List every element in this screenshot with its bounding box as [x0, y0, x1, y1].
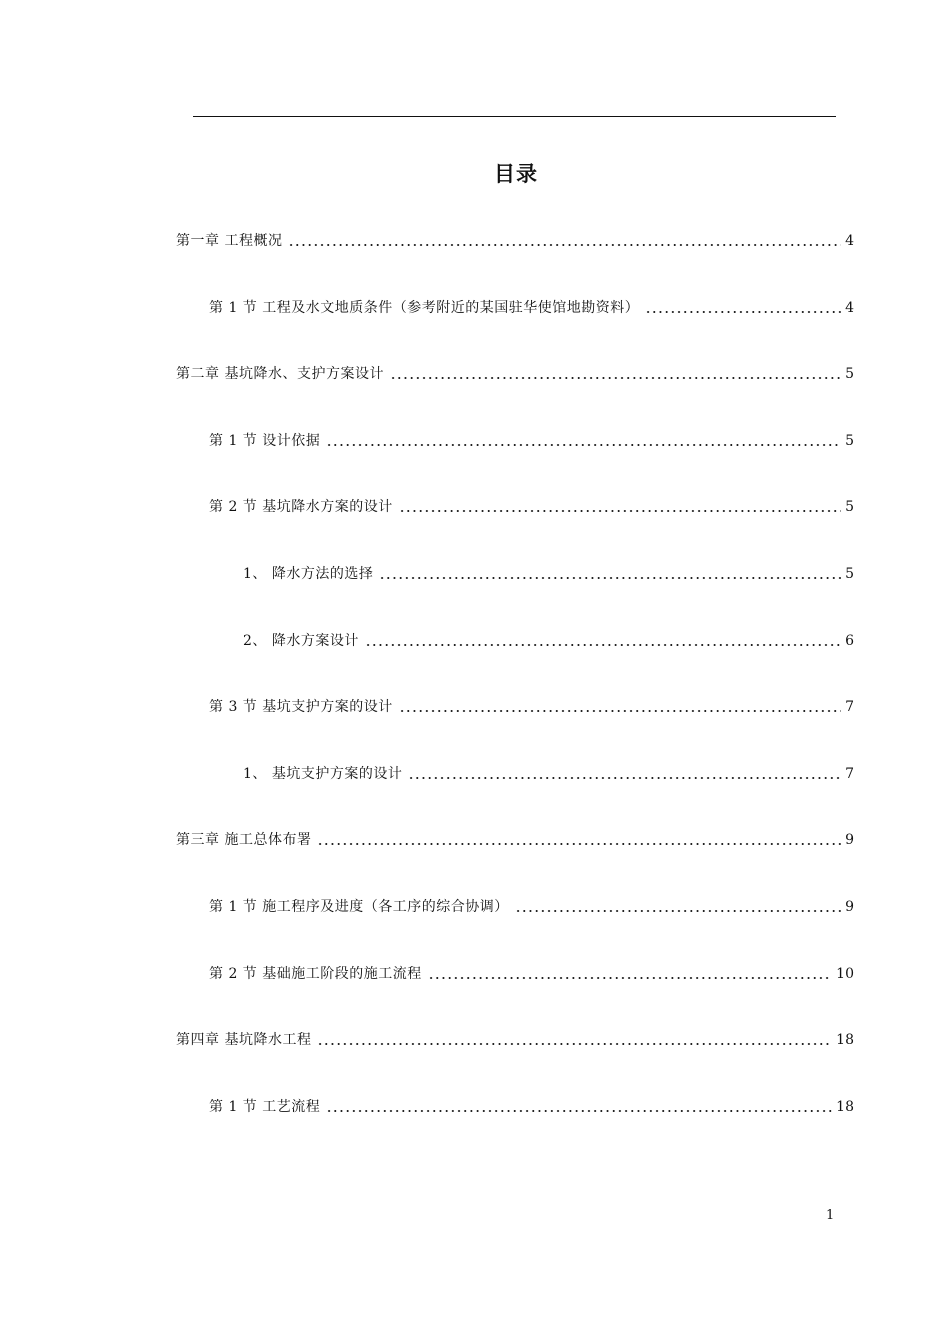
toc-entry-label: 第二章 基坑降水、支护方案设计: [176, 366, 384, 382]
dot-leader: [428, 965, 832, 983]
toc-title: 目录: [494, 162, 538, 186]
dot-leader: [379, 565, 841, 583]
toc-entry[interactable]: [243, 761, 854, 783]
dot-leader: [317, 1031, 832, 1049]
toc-entry-page: 7: [845, 699, 854, 715]
dot-leader: [365, 632, 841, 650]
dot-leader: [515, 898, 841, 916]
toc-entry-page: 4: [845, 300, 854, 316]
toc-entry-page: 5: [845, 433, 854, 449]
dot-leader: [326, 1098, 832, 1116]
toc-entry-page: 5: [845, 566, 854, 582]
toc-entry[interactable]: [243, 628, 854, 650]
toc-entry-label: 第 2 节 基础施工阶段的施工流程: [209, 966, 422, 982]
toc-entry-label: 第 1 节 工程及水文地质条件（参考附近的某国驻华使馆地勘资料）: [209, 300, 640, 316]
toc-entry[interactable]: [243, 561, 854, 583]
toc-entry-label: 2、 降水方案设计: [243, 633, 359, 649]
dot-leader: [390, 365, 841, 383]
toc-entry-label: 第 1 节 设计依据: [209, 433, 321, 449]
dot-leader: [645, 299, 841, 317]
toc-entry-label: 1、 降水方法的选择: [243, 566, 374, 582]
page-number: 1: [826, 1208, 835, 1223]
toc-entry[interactable]: [209, 894, 854, 916]
toc-entry-label: 1、 基坑支护方案的设计: [243, 766, 403, 782]
dot-leader: [399, 498, 841, 516]
toc-entry-label: 第 1 节 工艺流程: [209, 1099, 321, 1115]
toc-entry-page: 7: [845, 766, 854, 782]
toc-entry-label: 第四章 基坑降水工程: [176, 1032, 312, 1048]
toc-entry[interactable]: [209, 961, 854, 983]
toc-entry-page: 6: [845, 633, 854, 649]
toc-entry[interactable]: [209, 1094, 854, 1116]
toc-entry[interactable]: [176, 827, 854, 849]
toc-entry-label: 第 2 节 基坑降水方案的设计: [209, 499, 393, 515]
toc-entry-page: 10: [836, 966, 854, 982]
dot-leader: [317, 831, 841, 849]
toc-entry-page: 18: [836, 1099, 854, 1115]
toc-entry-page: 4: [845, 233, 854, 249]
toc-entry[interactable]: [209, 694, 854, 716]
toc-entry-page: 9: [845, 832, 854, 848]
toc-entry-label: 第三章 施工总体布署: [176, 832, 312, 848]
toc-entry[interactable]: [176, 228, 854, 250]
header-rule: [193, 116, 836, 117]
toc-entry-page: 9: [845, 899, 854, 915]
toc-entry[interactable]: [209, 494, 854, 516]
toc-entry-page: 5: [845, 366, 854, 382]
dot-leader: [399, 698, 841, 716]
toc-entry[interactable]: [209, 295, 854, 317]
dot-leader: [288, 232, 841, 250]
toc-entry-page: 5: [845, 499, 854, 515]
dot-leader: [408, 765, 841, 783]
toc-entry[interactable]: [176, 361, 854, 383]
toc-entry[interactable]: [209, 428, 854, 450]
toc-entry-label: 第 3 节 基坑支护方案的设计: [209, 699, 393, 715]
toc-entry-page: 18: [836, 1032, 854, 1048]
toc-entry-label: 第 1 节 施工程序及进度（各工序的综合协调）: [209, 899, 509, 915]
dot-leader: [326, 432, 841, 450]
toc-entry[interactable]: [176, 1027, 854, 1049]
toc-entry-label: 第一章 工程概况: [176, 233, 283, 249]
